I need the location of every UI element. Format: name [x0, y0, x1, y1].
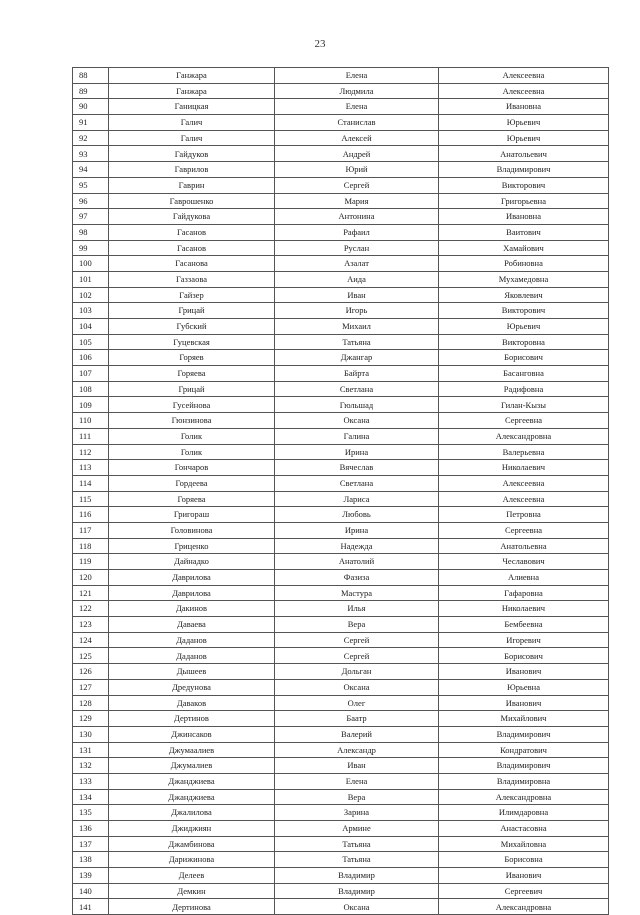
patronymic-cell: Анатольевич — [439, 146, 609, 162]
last-name-cell: Григораш — [109, 507, 275, 523]
table-row — [73, 585, 609, 601]
first-name-cell: Игорь — [275, 303, 439, 319]
last-name-cell: Джанджиева — [109, 789, 275, 805]
table-row — [73, 899, 609, 915]
first-name-cell: Байрта — [275, 366, 439, 382]
first-name-cell: Гюльшад — [275, 397, 439, 413]
row-number-cell: 92 — [73, 130, 109, 146]
table-row — [73, 742, 609, 758]
row-number-cell: 118 — [73, 538, 109, 554]
first-name-cell: Елена — [275, 68, 439, 84]
table-row — [73, 664, 609, 680]
last-name-cell: Гайзер — [109, 287, 275, 303]
patronymic-cell: Ваитович — [439, 224, 609, 240]
row-number-cell: 96 — [73, 193, 109, 209]
patronymic-cell: Николаевич — [439, 460, 609, 476]
last-name-cell: Гуцевская — [109, 334, 275, 350]
first-name-cell: Галина — [275, 428, 439, 444]
first-name-cell: Иван — [275, 287, 439, 303]
row-number-cell: 119 — [73, 554, 109, 570]
last-name-cell: Галич — [109, 130, 275, 146]
row-number-cell: 106 — [73, 350, 109, 366]
first-name-cell: Армине — [275, 821, 439, 837]
table-row — [73, 679, 609, 695]
first-name-cell: Елена — [275, 773, 439, 789]
row-number-cell: 109 — [73, 397, 109, 413]
patronymic-cell: Алексеевна — [439, 475, 609, 491]
patronymic-cell: Игоревич — [439, 632, 609, 648]
table-row — [73, 428, 609, 444]
patronymic-cell: Александровна — [439, 789, 609, 805]
patronymic-cell: Борисович — [439, 350, 609, 366]
first-name-cell: Надежда — [275, 538, 439, 554]
first-name-cell: Вера — [275, 789, 439, 805]
first-name-cell: Рафаил — [275, 224, 439, 240]
last-name-cell: Джинсаков — [109, 726, 275, 742]
patronymic-cell: Мухамедовна — [439, 271, 609, 287]
first-name-cell: Фазиза — [275, 570, 439, 586]
patronymic-cell: Иванович — [439, 695, 609, 711]
patronymic-cell: Гафаровна — [439, 585, 609, 601]
row-number-cell: 94 — [73, 162, 109, 178]
first-name-cell: Ирина — [275, 444, 439, 460]
patronymic-cell: Алексеевна — [439, 68, 609, 84]
patronymic-cell: Михайлович — [439, 711, 609, 727]
first-name-cell: Иван — [275, 758, 439, 774]
first-name-cell: Ирина — [275, 522, 439, 538]
first-name-cell: Лариса — [275, 491, 439, 507]
last-name-cell: Гаврин — [109, 177, 275, 193]
last-name-cell: Джумалиев — [109, 758, 275, 774]
last-name-cell: Даврилова — [109, 585, 275, 601]
table-row — [73, 83, 609, 99]
row-number-cell: 121 — [73, 585, 109, 601]
row-number-cell: 139 — [73, 868, 109, 884]
row-number-cell: 93 — [73, 146, 109, 162]
first-name-cell: Сергей — [275, 648, 439, 664]
last-name-cell: Дайнадко — [109, 554, 275, 570]
row-number-cell: 116 — [73, 507, 109, 523]
table-row — [73, 868, 609, 884]
last-name-cell: Голик — [109, 444, 275, 460]
row-number-cell: 91 — [73, 115, 109, 131]
first-name-cell: Вячеслав — [275, 460, 439, 476]
row-number-cell: 102 — [73, 287, 109, 303]
last-name-cell: Дарижинова — [109, 852, 275, 868]
last-name-cell: Ганжара — [109, 68, 275, 84]
table-row — [73, 821, 609, 837]
last-name-cell: Грицай — [109, 303, 275, 319]
table-row — [73, 271, 609, 287]
last-name-cell: Делеев — [109, 868, 275, 884]
roster-table-body — [73, 68, 609, 915]
patronymic-cell: Викторович — [439, 177, 609, 193]
patronymic-cell: Иванович — [439, 664, 609, 680]
patronymic-cell: Владимирович — [439, 758, 609, 774]
table-row — [73, 413, 609, 429]
last-name-cell: Джалилова — [109, 805, 275, 821]
first-name-cell: Анатолий — [275, 554, 439, 570]
table-row — [73, 475, 609, 491]
row-number-cell: 140 — [73, 883, 109, 899]
first-name-cell: Станислав — [275, 115, 439, 131]
first-name-cell: Руслан — [275, 240, 439, 256]
table-row — [73, 366, 609, 382]
first-name-cell: Любовь — [275, 507, 439, 523]
first-name-cell: Сергей — [275, 177, 439, 193]
last-name-cell: Джамбинова — [109, 836, 275, 852]
row-number-cell: 103 — [73, 303, 109, 319]
patronymic-cell: Кондратович — [439, 742, 609, 758]
row-number-cell: 141 — [73, 899, 109, 915]
last-name-cell: Ганжара — [109, 83, 275, 99]
first-name-cell: Мария — [275, 193, 439, 209]
last-name-cell: Гайдукова — [109, 209, 275, 225]
row-number-cell: 99 — [73, 240, 109, 256]
row-number-cell: 111 — [73, 428, 109, 444]
table-row — [73, 538, 609, 554]
patronymic-cell: Анастасовна — [439, 821, 609, 837]
last-name-cell: Джиджиян — [109, 821, 275, 837]
patronymic-cell: Юрьевич — [439, 115, 609, 131]
patronymic-cell: Сергеевна — [439, 413, 609, 429]
last-name-cell: Гасанов — [109, 240, 275, 256]
patronymic-cell: Юрьевич — [439, 319, 609, 335]
first-name-cell: Светлана — [275, 475, 439, 491]
patronymic-cell: Михайловна — [439, 836, 609, 852]
patronymic-cell: Басанговна — [439, 366, 609, 382]
last-name-cell: Гусейнова — [109, 397, 275, 413]
first-name-cell: Татьяна — [275, 852, 439, 868]
table-row — [73, 350, 609, 366]
last-name-cell: Голик — [109, 428, 275, 444]
patronymic-cell: Владимирович — [439, 726, 609, 742]
last-name-cell: Гордеева — [109, 475, 275, 491]
last-name-cell: Головинова — [109, 522, 275, 538]
table-row — [73, 648, 609, 664]
row-number-cell: 127 — [73, 679, 109, 695]
row-number-cell: 114 — [73, 475, 109, 491]
last-name-cell: Даврилова — [109, 570, 275, 586]
row-number-cell: 120 — [73, 570, 109, 586]
last-name-cell: Газзаова — [109, 271, 275, 287]
last-name-cell: Гончаров — [109, 460, 275, 476]
row-number-cell: 134 — [73, 789, 109, 805]
patronymic-cell: Владимировна — [439, 773, 609, 789]
patronymic-cell: Алиевна — [439, 570, 609, 586]
patronymic-cell: Борисович — [439, 648, 609, 664]
roster-table — [72, 67, 609, 915]
patronymic-cell: Петровна — [439, 507, 609, 523]
table-row — [73, 240, 609, 256]
row-number-cell: 126 — [73, 664, 109, 680]
last-name-cell: Гаврилов — [109, 162, 275, 178]
row-number-cell: 117 — [73, 522, 109, 538]
patronymic-cell: Анатольевна — [439, 538, 609, 554]
first-name-cell: Людмила — [275, 83, 439, 99]
table-row — [73, 115, 609, 131]
patronymic-cell: Николаевич — [439, 601, 609, 617]
first-name-cell: Юрий — [275, 162, 439, 178]
patronymic-cell: Бембеевна — [439, 617, 609, 633]
last-name-cell: Дертинова — [109, 899, 275, 915]
row-number-cell: 98 — [73, 224, 109, 240]
last-name-cell: Горяев — [109, 350, 275, 366]
last-name-cell: Гасанов — [109, 224, 275, 240]
table-row — [73, 177, 609, 193]
table-row — [73, 224, 609, 240]
patronymic-cell: Сергеевна — [439, 522, 609, 538]
first-name-cell: Илья — [275, 601, 439, 617]
table-row — [73, 711, 609, 727]
table-row — [73, 632, 609, 648]
first-name-cell: Азалат — [275, 256, 439, 272]
row-number-cell: 124 — [73, 632, 109, 648]
last-name-cell: Джумаалиев — [109, 742, 275, 758]
table-row — [73, 883, 609, 899]
row-number-cell: 131 — [73, 742, 109, 758]
table-row — [73, 444, 609, 460]
last-name-cell: Грицай — [109, 381, 275, 397]
first-name-cell: Алексей — [275, 130, 439, 146]
patronymic-cell: Викторович — [439, 303, 609, 319]
patronymic-cell: Владимирович — [439, 162, 609, 178]
first-name-cell: Олег — [275, 695, 439, 711]
table-row — [73, 805, 609, 821]
last-name-cell: Дышеев — [109, 664, 275, 680]
last-name-cell: Дертинов — [109, 711, 275, 727]
row-number-cell: 100 — [73, 256, 109, 272]
patronymic-cell: Яковлевич — [439, 287, 609, 303]
first-name-cell: Сергей — [275, 632, 439, 648]
first-name-cell: Михаил — [275, 319, 439, 335]
row-number-cell: 97 — [73, 209, 109, 225]
row-number-cell: 110 — [73, 413, 109, 429]
patronymic-cell: Валерьевна — [439, 444, 609, 460]
first-name-cell: Валерий — [275, 726, 439, 742]
table-row — [73, 256, 609, 272]
row-number-cell: 107 — [73, 366, 109, 382]
table-row — [73, 836, 609, 852]
patronymic-cell: Сергеевич — [439, 883, 609, 899]
last-name-cell: Горяева — [109, 366, 275, 382]
row-number-cell: 125 — [73, 648, 109, 664]
last-name-cell: Губский — [109, 319, 275, 335]
table-row — [73, 334, 609, 350]
last-name-cell: Гюнзинова — [109, 413, 275, 429]
last-name-cell: Гаврошенко — [109, 193, 275, 209]
row-number-cell: 136 — [73, 821, 109, 837]
table-row — [73, 726, 609, 742]
last-name-cell: Гасанова — [109, 256, 275, 272]
row-number-cell: 108 — [73, 381, 109, 397]
patronymic-cell: Александровна — [439, 428, 609, 444]
page-number: 23 — [314, 38, 326, 50]
last-name-cell: Галич — [109, 115, 275, 131]
row-number-cell: 115 — [73, 491, 109, 507]
row-number-cell: 123 — [73, 617, 109, 633]
first-name-cell: Оксана — [275, 679, 439, 695]
last-name-cell: Даданов — [109, 648, 275, 664]
first-name-cell: Оксана — [275, 413, 439, 429]
patronymic-cell: Чеславович — [439, 554, 609, 570]
first-name-cell: Баатр — [275, 711, 439, 727]
row-number-cell: 132 — [73, 758, 109, 774]
row-number-cell: 104 — [73, 319, 109, 335]
row-number-cell: 88 — [73, 68, 109, 84]
row-number-cell: 101 — [73, 271, 109, 287]
table-row — [73, 287, 609, 303]
last-name-cell: Даваков — [109, 695, 275, 711]
patronymic-cell: Хамайович — [439, 240, 609, 256]
table-row — [73, 319, 609, 335]
patronymic-cell: Григорьевна — [439, 193, 609, 209]
table-row — [73, 522, 609, 538]
patronymic-cell: Александровна — [439, 899, 609, 915]
last-name-cell: Даданов — [109, 632, 275, 648]
table-row — [73, 68, 609, 84]
row-number-cell: 90 — [73, 99, 109, 115]
first-name-cell: Елена — [275, 99, 439, 115]
row-number-cell: 133 — [73, 773, 109, 789]
table-row — [73, 617, 609, 633]
first-name-cell: Зарина — [275, 805, 439, 821]
row-number-cell: 112 — [73, 444, 109, 460]
patronymic-cell: Ивановна — [439, 209, 609, 225]
table-row — [73, 507, 609, 523]
table-row — [73, 460, 609, 476]
patronymic-cell: Борисовна — [439, 852, 609, 868]
row-number-cell: 128 — [73, 695, 109, 711]
row-number-cell: 135 — [73, 805, 109, 821]
row-number-cell: 95 — [73, 177, 109, 193]
patronymic-cell: Ивановна — [439, 99, 609, 115]
table-row — [73, 773, 609, 789]
last-name-cell: Дредунова — [109, 679, 275, 695]
first-name-cell: Джангар — [275, 350, 439, 366]
last-name-cell: Джанджиева — [109, 773, 275, 789]
table-row — [73, 554, 609, 570]
first-name-cell: Дольган — [275, 664, 439, 680]
row-number-cell: 113 — [73, 460, 109, 476]
table-row — [73, 570, 609, 586]
table-row — [73, 491, 609, 507]
first-name-cell: Владимир — [275, 883, 439, 899]
first-name-cell: Вера — [275, 617, 439, 633]
first-name-cell: Антонина — [275, 209, 439, 225]
table-row — [73, 695, 609, 711]
first-name-cell: Оксана — [275, 899, 439, 915]
patronymic-cell: Радифовна — [439, 381, 609, 397]
first-name-cell: Татьяна — [275, 334, 439, 350]
last-name-cell: Гриценко — [109, 538, 275, 554]
row-number-cell: 129 — [73, 711, 109, 727]
patronymic-cell: Иванович — [439, 868, 609, 884]
table-row — [73, 209, 609, 225]
table-row — [73, 130, 609, 146]
first-name-cell: Светлана — [275, 381, 439, 397]
table-row — [73, 99, 609, 115]
table-row — [73, 162, 609, 178]
table-row — [73, 601, 609, 617]
row-number-cell: 138 — [73, 852, 109, 868]
patronymic-cell: Илимдаровна — [439, 805, 609, 821]
first-name-cell: Андрей — [275, 146, 439, 162]
first-name-cell: Владимир — [275, 868, 439, 884]
table-row — [73, 397, 609, 413]
patronymic-cell: Юрьевна — [439, 679, 609, 695]
last-name-cell: Дакинов — [109, 601, 275, 617]
last-name-cell: Ганицкая — [109, 99, 275, 115]
table-row — [73, 758, 609, 774]
row-number-cell: 137 — [73, 836, 109, 852]
patronymic-cell: Робиновна — [439, 256, 609, 272]
row-number-cell: 130 — [73, 726, 109, 742]
table-row — [73, 146, 609, 162]
row-number-cell: 89 — [73, 83, 109, 99]
row-number-cell: 105 — [73, 334, 109, 350]
patronymic-cell: Алексеевна — [439, 491, 609, 507]
patronymic-cell: Юрьевич — [439, 130, 609, 146]
table-row — [73, 852, 609, 868]
first-name-cell: Татьяна — [275, 836, 439, 852]
table-row — [73, 789, 609, 805]
patronymic-cell: Викторовна — [439, 334, 609, 350]
patronymic-cell: Алексеевна — [439, 83, 609, 99]
first-name-cell: Мастура — [275, 585, 439, 601]
table-row — [73, 193, 609, 209]
row-number-cell: 122 — [73, 601, 109, 617]
last-name-cell: Горяева — [109, 491, 275, 507]
first-name-cell: Аида — [275, 271, 439, 287]
table-row — [73, 381, 609, 397]
last-name-cell: Гайдуков — [109, 146, 275, 162]
last-name-cell: Даваева — [109, 617, 275, 633]
first-name-cell: Александр — [275, 742, 439, 758]
table-row — [73, 303, 609, 319]
patronymic-cell: Гилан-Кызы — [439, 397, 609, 413]
last-name-cell: Демкин — [109, 883, 275, 899]
